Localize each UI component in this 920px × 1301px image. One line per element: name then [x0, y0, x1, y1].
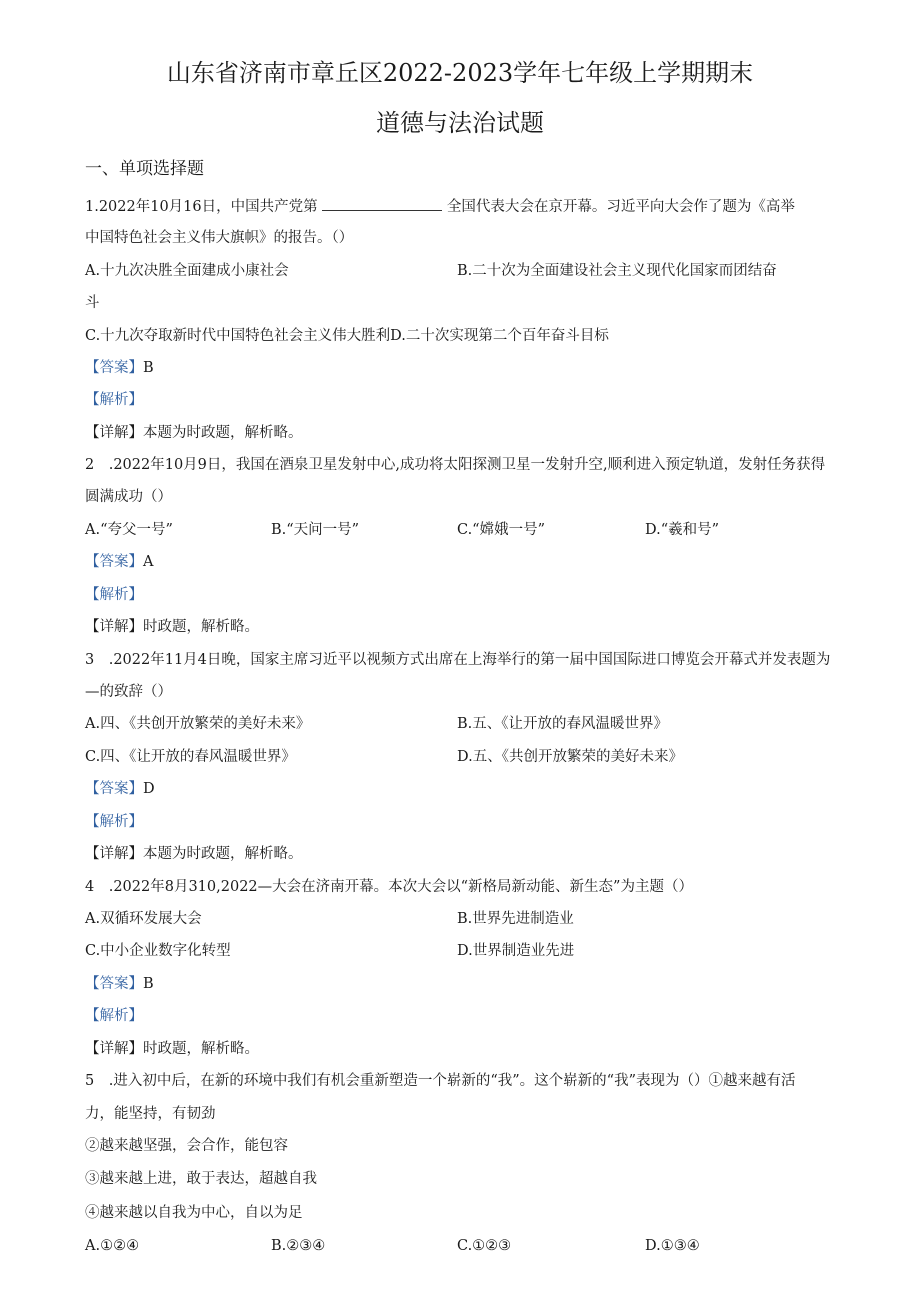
q4-option-d: D.世界制造业先进	[457, 943, 575, 959]
detail-label: 【详解】	[85, 619, 143, 635]
q3-option-c: C.四、《让开放的春风温暖世界》	[85, 749, 296, 765]
q1-answer-value: B	[143, 360, 154, 376]
q2-options	[85, 520, 835, 540]
q3-detail-text: 本题为时政题，解析略。	[143, 846, 303, 862]
q2-detail-text: 时政题，解析略。	[143, 619, 259, 635]
section-heading: 一、单项选择题	[85, 159, 204, 179]
q2-analysis	[85, 585, 143, 605]
q2-stem-line2: 圆满成功（）	[85, 489, 172, 505]
analysis-label: 【解析】	[85, 392, 143, 408]
q1-detail	[85, 423, 303, 443]
q1-options-cd: C.十九次夺取新时代中国特色社会主义伟大胜利D.二十次实现第二个百年奋斗目标	[85, 328, 609, 344]
q3-analysis	[85, 812, 143, 832]
analysis-label: 【解析】	[85, 814, 143, 830]
q5-item-2: ②越来越坚强，会合作，能包容	[85, 1138, 288, 1154]
q5-option-c: C.①②③	[457, 1238, 512, 1254]
q5-options	[85, 1236, 835, 1256]
q1-detail-text: 本题为时政题，解析略。	[143, 425, 303, 441]
q5-stem-line1: 5 .进入初中后，在新的环境中我们有机会重新塑造一个崭新的“我”。这个崭新的“我”表现为（）①越来越有活	[85, 1073, 796, 1089]
q5-item-4: ④越来越以自我为中心，自以为足	[85, 1205, 303, 1221]
q1-option-a: A.十九次决胜全面建成小康社会	[85, 263, 289, 279]
q4-options-row1	[85, 909, 835, 929]
answer-label: 【答案】	[85, 554, 143, 570]
q4-stem: 4 .2022年8月310,2022—大会在济南开幕。本次大会以“新格局新动能、新生态”为主题（）	[85, 879, 693, 895]
q5-option-a: A.①②④	[85, 1238, 140, 1254]
q5-item-3: ③越来越上进，敢于表达，超越自我	[85, 1171, 317, 1187]
q3-stem-line2: —的致辞（）	[85, 684, 172, 700]
analysis-label: 【解析】	[85, 1008, 143, 1024]
q4-answer	[85, 974, 154, 994]
q4-option-b: B.世界先进制造业	[457, 911, 574, 927]
q3-options-row1	[85, 714, 835, 734]
q1-stem-part1: 1.2022年10月16日，中国共产党第	[85, 199, 318, 215]
q1-stem-part2: 全国代表大会在京开幕。习近平向大会作了题为《高举	[446, 199, 795, 215]
q4-option-c: C.中小企业数字化转型	[85, 943, 231, 959]
q2-option-a: A.“夸父一号”	[85, 522, 173, 538]
q2-option-b: B.“天问一号”	[271, 522, 360, 538]
q1-option-b: B.二十次为全面建设社会主义现代化国家而团结奋	[457, 263, 777, 279]
q4-option-a: A.双循环发展大会	[85, 911, 202, 927]
detail-label: 【详解】	[85, 1041, 143, 1057]
q3-option-d: D.五、《共创开放繁荣的美好未来》	[457, 749, 683, 765]
q3-options-row2	[85, 747, 835, 767]
q2-detail	[85, 617, 259, 637]
q4-analysis	[85, 1006, 143, 1026]
q1-options-row1	[85, 261, 835, 281]
q2-option-c: C.“嫦娥一号”	[457, 522, 546, 538]
detail-label: 【详解】	[85, 846, 143, 862]
analysis-label: 【解析】	[85, 587, 143, 603]
q3-detail	[85, 844, 303, 864]
q2-answer-value: A	[143, 554, 154, 570]
q4-answer-value: B	[143, 976, 154, 992]
q3-answer	[85, 779, 155, 799]
detail-label: 【详解】	[85, 425, 143, 441]
q5-option-d: D.①③④	[645, 1238, 700, 1254]
q1-stem-line2: 中国特色社会主义伟大旗帜》的报告。（）	[85, 230, 354, 246]
doc-title-line1: 山东省济南市章丘区2022-2023学年七年级上学期期末	[166, 59, 754, 87]
q5-option-b: B.②③④	[271, 1238, 326, 1254]
q1-blank	[322, 196, 442, 211]
q2-stem-line1: 2 .2022年10月9日，我国在酒泉卫星发射中心,成功将太阳探测卫星一发射升空,顺利进入预定轨道，发射任务获得	[85, 457, 826, 473]
q4-detail	[85, 1039, 259, 1059]
q1-answer	[85, 358, 154, 378]
doc-title-line2: 道德与法治试题	[376, 109, 544, 137]
q4-detail-text: 时政题，解析略。	[143, 1041, 259, 1057]
q5-stem-line2: 力，能坚持，有韧劲	[85, 1106, 216, 1122]
q4-options-row2	[85, 941, 835, 961]
answer-label: 【答案】	[85, 976, 143, 992]
q1-stem-line1	[85, 196, 795, 217]
q3-answer-value: D	[143, 781, 155, 797]
q3-stem-line1: 3 .2022年11月4日晚，国家主席习近平以视频方式出席在上海举行的第一届中国国际进口博览会开幕式并发表题为	[85, 652, 831, 668]
q3-option-a: A.四、《共创开放繁荣的美好未来》	[85, 716, 311, 732]
q2-answer	[85, 552, 153, 572]
q3-option-b: B.五、《让开放的春风温暖世界》	[457, 716, 669, 732]
answer-label: 【答案】	[85, 360, 143, 376]
answer-label: 【答案】	[85, 781, 143, 797]
q1-option-b-cont: 斗	[85, 295, 100, 311]
q2-option-d: D.“羲和号”	[645, 522, 720, 538]
q1-analysis	[85, 390, 143, 410]
